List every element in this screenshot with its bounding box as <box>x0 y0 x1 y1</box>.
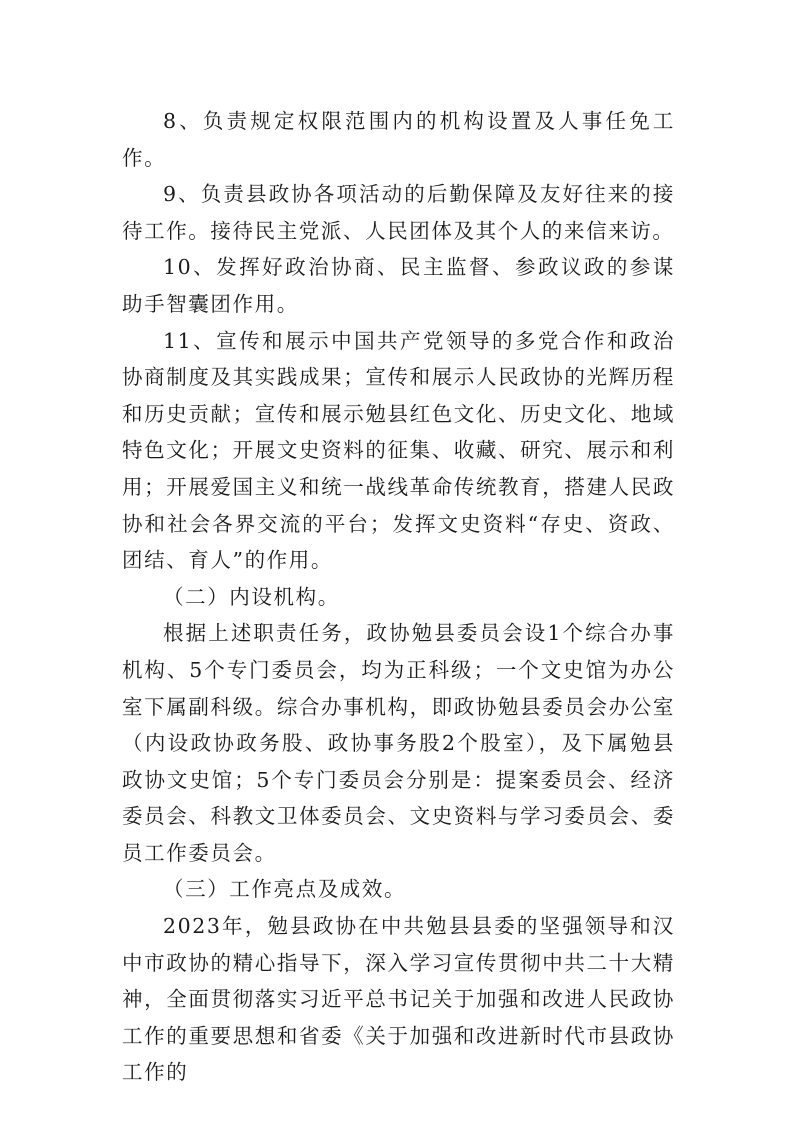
duty-item-9: 9、负责县政协各项活动的后勤保障及友好往来的接待工作。接待民主党派、人民团体及其个人的来信来访。 <box>122 182 675 243</box>
highlights-paragraph: 2023年，勉县政协在中共勉县县委的坚强领导和汉中市政协的精心指导下，深入学习宣传贯彻中共二十大精神，全面贯彻落实习近平总书记关于加强和改进人民政协工作的重要思想和省委《关于加强和改进新时代市县政协工作的 <box>122 914 675 1085</box>
section-heading-internal-structure: （二）内设机构。 <box>163 584 340 609</box>
duty-item-11: 11、宣传和展示中国共产党领导的多党合作和政治协商制度及其实践成果；宣传和展示人民政协的光辉历程和历史贡献；宣传和展示勉县红色文化、历史文化、地域特色文化；开展文史资料的征集、收藏、研究、展示和利用；开展爱国主义和统一战线革命传统教育，搭建人民政协和社会各界交流的平台；发挥文史资料“存史、资政、团结、育人”的作用。 <box>122 328 675 573</box>
duty-item-10: 10、发挥好政治协商、民主监督、参政议政的参谋助手智囊团作用。 <box>122 255 675 316</box>
internal-structure-paragraph: 根据上述职责任务，政协勉县委员会设1个综合办事机构、5个专门委员会，均为正科级；一个文史馆为办公室下属副科级。综合办事机构，即政协勉县委员会办公室（内设政协政务股、政协事务股2个股室），及下属勉县政协文史馆；5个专门委员会分别是：提案委员会、经济委员会、科教文卫体委员会、文史资料与学习委员会、委员工作委员会。 <box>122 621 675 865</box>
document-body <box>122 103 675 1091</box>
duty-item-8: 8、负责规定权限范围内的机构设置及人事任免工作。 <box>122 109 675 170</box>
section-heading-highlights: （三）工作亮点及成效。 <box>163 877 407 902</box>
